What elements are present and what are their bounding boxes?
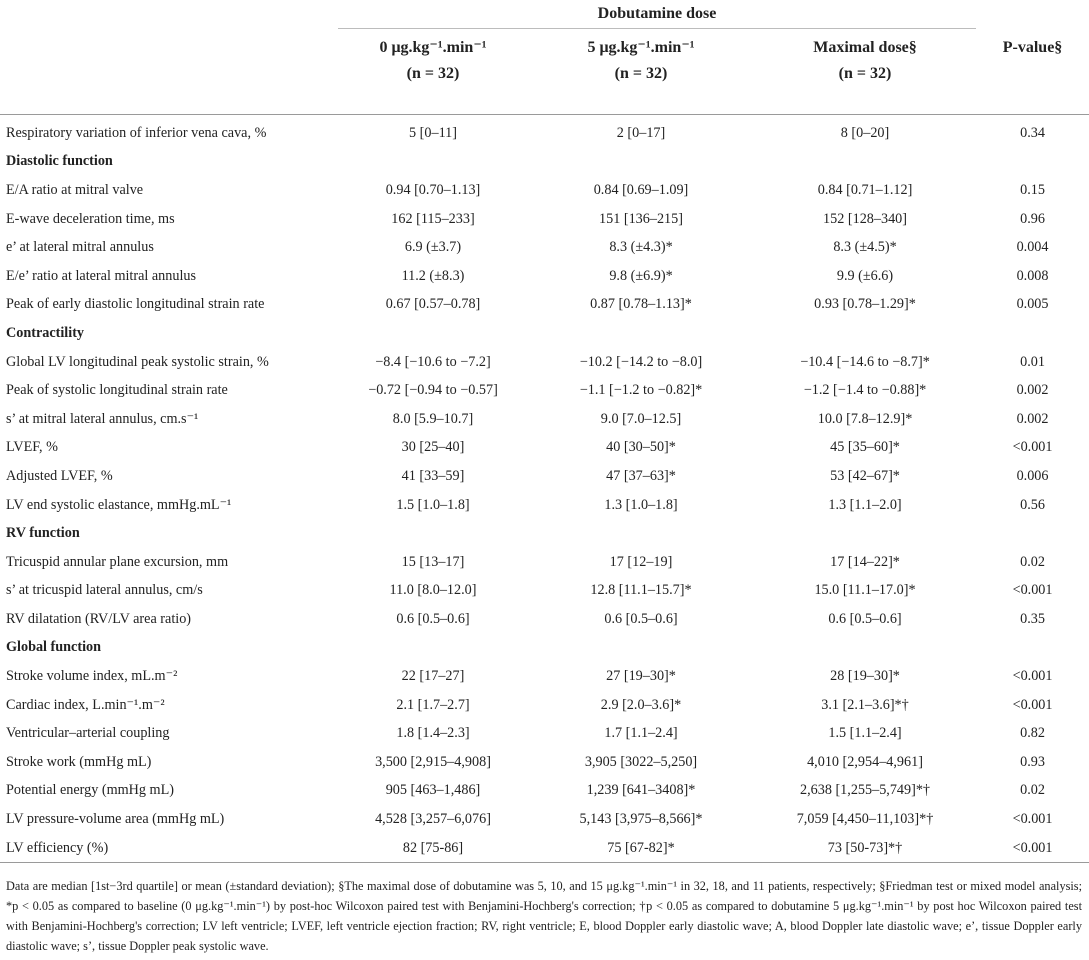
cell-dose-5: 1.7 [1.1–2.4] [604, 725, 678, 742]
cell-dose-5: 1.3 [1.0–1.8] [604, 496, 678, 513]
cell-pvalue: 0.002 [1016, 382, 1049, 399]
row-label: Peak of early diastolic longitudinal strain rate [6, 296, 265, 313]
cell-pvalue: 0.004 [1016, 239, 1049, 256]
cell-dose-max: 45 [35–60]* [830, 439, 900, 456]
cell-dose-5: 40 [30–50]* [606, 439, 676, 456]
row-label: Global LV longitudinal peak systolic strain, % [6, 353, 269, 370]
table-row [0, 577, 1089, 606]
cell-pvalue: 0.34 [1020, 124, 1045, 141]
row-label: LV pressure-volume area (mmHg mL) [6, 811, 225, 828]
cell-dose-max: 3.1 [2.1–3.6]*† [821, 696, 909, 713]
section-heading: RV function [6, 525, 80, 542]
row-label: Ventricular–arterial coupling [6, 725, 170, 742]
cell-dose-5: 3,905 [3022–5,250] [584, 753, 698, 770]
cell-dose-max: 4,010 [2,954–4,961] [807, 753, 923, 770]
table-row [0, 291, 1089, 320]
col-header-0-n: (n = 32) [406, 65, 460, 82]
table-row [0, 605, 1089, 634]
section-heading: Global function [6, 639, 101, 656]
cell-pvalue: 0.005 [1016, 296, 1049, 313]
table-row [0, 262, 1089, 291]
cell-pvalue: 0.002 [1016, 410, 1049, 427]
col-header-0-dose: 0 μg.kg⁻¹.min⁻¹ [379, 39, 487, 56]
cell-dose-5: 0.6 [0.5–0.6] [604, 610, 678, 627]
row-label: Peak of systolic longitudinal strain rate [6, 382, 228, 399]
cell-pvalue: <0.001 [1012, 696, 1053, 713]
cell-dose-0: 0.6 [0.5–0.6] [396, 610, 470, 627]
col-header-max-dose: Maximal dose§ [813, 39, 917, 56]
row-label: Potential energy (mmHg mL) [6, 782, 174, 799]
cell-dose-0: −8.4 [−10.6 to −7.2] [375, 353, 491, 370]
cell-dose-0: 30 [25–40] [401, 439, 465, 456]
row-label: E/e’ ratio at lateral mitral annulus [6, 267, 197, 284]
cell-dose-0: −0.72 [−0.94 to −0.57] [368, 382, 498, 399]
cell-pvalue: 0.82 [1020, 725, 1045, 742]
row-label: LVEF, % [6, 439, 58, 456]
cell-dose-max: 53 [42–67]* [830, 467, 900, 484]
cell-dose-max: 8 [0–20] [840, 124, 890, 141]
cell-dose-5: 75 [67-82]* [528, 834, 754, 863]
cell-dose-max: 7,059 [4,450–11,103]*† [796, 811, 934, 828]
cell-dose-0: 6.9 (±3.7) [404, 239, 462, 256]
cell-pvalue: 0.008 [1016, 267, 1049, 284]
row-label: s’ at mitral lateral annulus, cm.s⁻¹ [6, 410, 199, 427]
cell-pvalue: <0.001 [1012, 668, 1053, 685]
cell-dose-5: 12.8 [11.1–15.7]* [590, 582, 692, 599]
table-row [0, 719, 1089, 748]
row-label: E/A ratio at mitral valve [6, 181, 144, 198]
cell-dose-0: 4,528 [3,257–6,076] [375, 811, 491, 828]
cell-pvalue: 0.006 [1016, 467, 1049, 484]
cell-dose-0: 3,500 [2,915–4,908] [375, 753, 491, 770]
row-label: LV end systolic elastance, mmHg.mL⁻¹ [6, 496, 232, 513]
cell-pvalue: 0.15 [1020, 181, 1045, 198]
cell-dose-max: −1.2 [−1.4 to −0.88]* [803, 382, 927, 399]
row-label: Adjusted LVEF, % [6, 467, 113, 484]
cell-pvalue: 0.02 [1020, 553, 1045, 570]
cell-pvalue: 0.93 [1020, 753, 1045, 770]
col-header-5 [528, 29, 754, 115]
cell-dose-5: 27 [19–30]* [606, 668, 676, 685]
row-label: e’ at lateral mitral annulus [6, 239, 154, 256]
cell-dose-0: 2.1 [1.7–2.7] [396, 696, 470, 713]
cell-dose-0: 0.94 [0.70–1.13] [385, 181, 481, 198]
cell-dose-0: 1.8 [1.4–2.3] [396, 725, 470, 742]
cell-dose-5: 2.9 [2.0–3.6]* [600, 696, 682, 713]
cell-dose-0: 41 [33–59] [401, 467, 465, 484]
cell-pvalue: 0.01 [1020, 353, 1045, 370]
section-row [0, 634, 1089, 663]
cell-pvalue: 0.35 [1020, 610, 1045, 627]
cell-dose-5: 2 [0–17] [616, 124, 666, 141]
table-row [0, 405, 1089, 434]
section-row [0, 519, 1089, 548]
cell-dose-max: 8.3 (±4.5)* [833, 239, 897, 256]
table-row [0, 233, 1089, 262]
table-footnote: Data are median [1st−3rd quartile] or mean (±standard deviation); §The maximal dose of dobutamine was 5, 10, and 15 μg.kg⁻¹.min⁻¹ in 32, 18, and 11 patients, respectively; §Friedman test or mixed model analysis; *p < 0.05 as compared to baseline (0 μg.kg⁻¹.min⁻¹) by post-hoc Wilcoxon paired test with Benjamini-Hochberg's correction; †p < 0.05 as compared to dobutamine 5 μg.kg⁻¹.min⁻¹ by post hoc Wilcoxon paired test with Benjamini-Hochberg's correction; LV left ventricle; LVEF, left ventricle ejection fraction; RV, right ventricle; E, blood Doppler early diastolic wave; A, blood Doppler late diastolic wave; e’, tissue Doppler early diastolic wave; s’, tissue Doppler peak systolic wave. [6, 879, 1082, 953]
cell-dose-5: 0.87 [0.78–1.13]* [590, 296, 692, 313]
cell-dose-5: 0.84 [0.69–1.09] [593, 181, 689, 198]
row-label: s’ at tricuspid lateral annulus, cm/s [6, 582, 203, 599]
cell-dose-5: 5,143 [3,975–8,566]* [579, 811, 703, 828]
table-row [0, 348, 1089, 377]
cell-dose-max: 9.9 (±6.6) [836, 267, 894, 284]
col-header-5-n: (n = 32) [614, 65, 668, 82]
cell-dose-max: 0.84 [0.71–1.12] [817, 181, 913, 198]
table-row [0, 691, 1089, 720]
col-header-max [754, 29, 976, 115]
cell-dose-max: 152 [128–340] [823, 210, 907, 227]
cell-dose-5: 151 [136–215] [599, 210, 683, 227]
table-row [0, 176, 1089, 205]
table-row [0, 205, 1089, 234]
table-row [0, 662, 1089, 691]
table-body [0, 115, 1089, 863]
col-header-pvalue: P-value§ [1002, 38, 1063, 56]
row-label: RV dilatation (RV/LV area ratio) [6, 610, 192, 627]
col-header-5-dose: 5 μg.kg⁻¹.min⁻¹ [587, 39, 695, 56]
cell-dose-0: 15 [13–17] [401, 553, 465, 570]
header-group-row [0, 0, 1089, 29]
cell-dose-0: 8.0 [5.9–10.7] [392, 410, 474, 427]
cell-dose-5: 47 [37–63]* [606, 467, 676, 484]
cell-dose-0: 5 [0–11] [409, 124, 457, 141]
cell-dose-0: 22 [17–27] [401, 668, 465, 685]
table-row [0, 748, 1089, 777]
cell-dose-max: 15.0 [11.1–17.0]* [814, 582, 916, 599]
cell-dose-max: 0.93 [0.78–1.29]* [814, 296, 916, 313]
col-header-0 [338, 29, 528, 115]
row-label: Stroke work (mmHg mL) [6, 753, 152, 770]
cell-dose-0: 905 [463–1,486] [385, 782, 481, 799]
cell-dose-0: 11.2 (±8.3) [401, 267, 465, 284]
row-label: E-wave deceleration time, ms [6, 210, 175, 227]
header-columns-row [0, 29, 1089, 115]
cell-pvalue: <0.001 [1012, 811, 1053, 828]
row-label: Stroke volume index, mL.m⁻² [6, 668, 178, 685]
cell-dose-0: 1.5 [1.0–1.8] [396, 496, 470, 513]
cell-dose-0: 82 [75-86] [338, 834, 528, 863]
cell-dose-5: 9.8 (±6.9)* [609, 267, 673, 284]
table-row [0, 834, 1089, 863]
cell-dose-5: 17 [12–19] [609, 553, 673, 570]
cell-dose-5: −1.1 [−1.2 to −0.82]* [579, 382, 703, 399]
row-label: Respiratory variation of inferior vena cava, % [6, 124, 267, 141]
section-heading: Contractility [6, 324, 85, 341]
cell-pvalue: <0.001 [1012, 582, 1053, 599]
table-row [0, 548, 1089, 577]
cell-dose-max: 0.6 [0.5–0.6] [828, 610, 902, 627]
cell-dose-5: 9.0 [7.0–12.5] [600, 410, 682, 427]
cell-pvalue: 0.02 [1020, 782, 1045, 799]
cell-dose-max: 10.0 [7.8–12.9]* [817, 410, 913, 427]
table-row [0, 805, 1089, 834]
cell-dose-5: 8.3 (±4.3)* [609, 239, 673, 256]
row-label: Tricuspid annular plane excursion, mm [6, 553, 229, 570]
cell-dose-max: 73 [50-73]*† [754, 834, 976, 863]
row-label: Cardiac index, L.min⁻¹.m⁻² [6, 696, 165, 713]
table-row [0, 115, 1089, 148]
cell-dose-0: 0.67 [0.57–0.78] [385, 296, 481, 313]
cell-dose-max: 1.3 [1.1–2.0] [828, 496, 902, 513]
table-row [0, 434, 1089, 463]
cell-dose-5: 1,239 [641–3408]* [586, 782, 696, 799]
cell-pvalue: <0.001 [1012, 439, 1053, 456]
table-row [0, 491, 1089, 520]
table-row [0, 376, 1089, 405]
cell-dose-max: 2,638 [1,255–5,749]*† [799, 782, 931, 799]
section-heading: Diastolic function [6, 153, 113, 170]
table-row [0, 777, 1089, 806]
cell-pvalue: <0.001 [976, 834, 1089, 863]
cell-dose-max: 28 [19–30]* [830, 668, 900, 685]
dose-group-title: Dobutamine dose [338, 0, 976, 29]
cell-dose-5: −10.2 [−14.2 to −8.0] [579, 353, 703, 370]
col-header-max-n: (n = 32) [838, 65, 892, 82]
cell-pvalue: 0.56 [1020, 496, 1045, 513]
cell-dose-max: 1.5 [1.1–2.4] [828, 725, 902, 742]
cell-dose-max: −10.4 [−14.6 to −8.7]* [800, 353, 930, 370]
section-row [0, 319, 1089, 348]
cell-dose-0: 11.0 [8.0–12.0] [389, 582, 477, 599]
cell-pvalue: 0.96 [1020, 210, 1045, 227]
cell-dose-max: 17 [14–22]* [830, 553, 900, 570]
section-row [0, 148, 1089, 177]
table-row [0, 462, 1089, 491]
cell-dose-0: 162 [115–233] [391, 210, 475, 227]
row-label: LV efficiency (%) [0, 834, 338, 863]
